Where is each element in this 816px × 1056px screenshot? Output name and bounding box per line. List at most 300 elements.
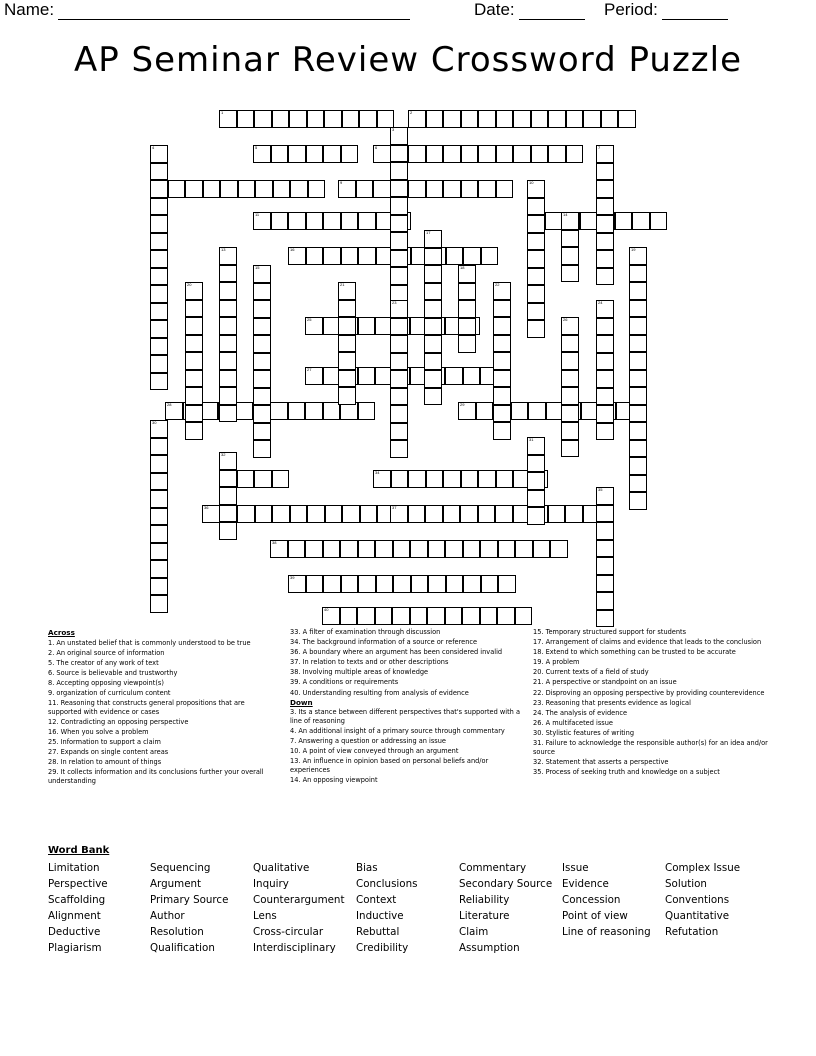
grid-cell[interactable] [428, 540, 446, 558]
grid-cell[interactable] [410, 607, 428, 625]
grid-cell[interactable] [390, 318, 408, 336]
grid-cell[interactable] [185, 405, 203, 423]
grid-cell[interactable] [629, 265, 647, 283]
grid-cell[interactable] [150, 285, 168, 303]
grid-cell[interactable] [497, 607, 515, 625]
grid-cell[interactable] [527, 198, 545, 216]
grid-cell[interactable] [428, 575, 446, 593]
grid-cell[interactable] [237, 505, 255, 523]
grid-cell[interactable] [493, 405, 511, 423]
grid-cell[interactable] [596, 592, 614, 610]
grid-cell[interactable] [480, 607, 498, 625]
grid-cell[interactable] [629, 492, 647, 510]
grid-cell[interactable] [601, 110, 619, 128]
grid-cell[interactable] [390, 162, 408, 180]
grid-cell[interactable] [478, 180, 496, 198]
grid-cell[interactable] [254, 110, 272, 128]
grid-cell[interactable] [629, 300, 647, 318]
grid-cell[interactable] [629, 387, 647, 405]
grid-cell[interactable] [168, 180, 186, 198]
grid-cell[interactable] [443, 180, 461, 198]
grid-cell[interactable] [290, 180, 308, 198]
grid-cell[interactable] [306, 575, 324, 593]
grid-cell[interactable] [392, 607, 410, 625]
grid-cell[interactable] [596, 180, 614, 198]
grid-cell[interactable] [341, 212, 359, 230]
grid-cell[interactable] [481, 247, 499, 265]
grid-cell[interactable] [308, 180, 326, 198]
grid-cell[interactable] [424, 300, 442, 318]
grid-cell[interactable] [150, 303, 168, 321]
grid-cell[interactable] [496, 180, 514, 198]
grid-cell[interactable] [219, 352, 237, 370]
grid-cell[interactable] [373, 145, 391, 163]
grid-cell[interactable] [185, 352, 203, 370]
grid-cell[interactable] [424, 265, 442, 283]
grid-cell[interactable] [561, 317, 579, 335]
grid-cell[interactable] [426, 145, 444, 163]
grid-cell[interactable] [461, 180, 479, 198]
grid-cell[interactable] [596, 215, 614, 233]
grid-cell[interactable] [185, 422, 203, 440]
grid-cell[interactable] [150, 595, 168, 613]
grid-cell[interactable] [478, 110, 496, 128]
grid-cell[interactable] [390, 250, 408, 268]
grid-cell[interactable] [629, 475, 647, 493]
grid-cell[interactable] [359, 110, 377, 128]
grid-cell[interactable] [424, 370, 442, 388]
grid-cell[interactable] [550, 540, 568, 558]
grid-cell[interactable] [596, 268, 614, 286]
grid-cell[interactable] [324, 110, 342, 128]
grid-cell[interactable] [323, 145, 341, 163]
grid-cell[interactable] [150, 420, 168, 438]
grid-cell[interactable] [360, 505, 378, 523]
grid-cell[interactable] [219, 110, 237, 128]
grid-cell[interactable] [185, 317, 203, 335]
grid-cell[interactable] [408, 110, 426, 128]
grid-cell[interactable] [150, 490, 168, 508]
grid-cell[interactable] [219, 522, 237, 540]
grid-cell[interactable] [596, 388, 614, 406]
grid-cell[interactable] [390, 423, 408, 441]
grid-cell[interactable] [445, 540, 463, 558]
grid-cell[interactable] [272, 110, 290, 128]
grid-cell[interactable] [527, 472, 545, 490]
grid-cell[interactable] [219, 487, 237, 505]
grid-cell[interactable] [185, 180, 203, 198]
grid-cell[interactable] [253, 300, 271, 318]
grid-cell[interactable] [527, 285, 545, 303]
grid-cell[interactable] [150, 145, 168, 163]
grid-cell[interactable] [323, 540, 341, 558]
grid-cell[interactable] [288, 575, 306, 593]
grid-cell[interactable] [596, 540, 614, 558]
grid-cell[interactable] [253, 335, 271, 353]
grid-cell[interactable] [527, 507, 545, 525]
grid-cell[interactable] [338, 352, 356, 370]
grid-cell[interactable] [629, 352, 647, 370]
grid-cell[interactable] [480, 540, 498, 558]
grid-cell[interactable] [493, 282, 511, 300]
grid-cell[interactable] [445, 607, 463, 625]
grid-cell[interactable] [561, 387, 579, 405]
grid-cell[interactable] [408, 505, 426, 523]
grid-cell[interactable] [424, 283, 442, 301]
grid-cell[interactable] [390, 267, 408, 285]
grid-cell[interactable] [358, 247, 376, 265]
grid-cell[interactable] [527, 320, 545, 338]
grid-cell[interactable] [341, 247, 359, 265]
grid-cell[interactable] [596, 198, 614, 216]
grid-cell[interactable] [358, 367, 376, 385]
grid-cell[interactable] [527, 437, 545, 455]
grid-cell[interactable] [150, 233, 168, 251]
grid-cell[interactable] [596, 557, 614, 575]
grid-cell[interactable] [629, 317, 647, 335]
grid-cell[interactable] [458, 300, 476, 318]
grid-cell[interactable] [527, 215, 545, 233]
grid-cell[interactable] [527, 233, 545, 251]
grid-cell[interactable] [150, 250, 168, 268]
grid-cell[interactable] [463, 575, 481, 593]
grid-cell[interactable] [596, 610, 614, 628]
grid-cell[interactable] [289, 110, 307, 128]
grid-cell[interactable] [408, 180, 426, 198]
grid-cell[interactable] [305, 367, 323, 385]
grid-cell[interactable] [498, 575, 516, 593]
grid-cell[interactable] [527, 250, 545, 268]
grid-cell[interactable] [290, 505, 308, 523]
grid-cell[interactable] [390, 370, 408, 388]
grid-cell[interactable] [580, 212, 598, 230]
grid-cell[interactable] [511, 402, 529, 420]
grid-cell[interactable] [561, 212, 579, 230]
grid-cell[interactable] [458, 283, 476, 301]
grid-cell[interactable] [288, 540, 306, 558]
grid-cell[interactable] [460, 505, 478, 523]
grid-cell[interactable] [527, 455, 545, 473]
grid-cell[interactable] [306, 247, 324, 265]
grid-cell[interactable] [219, 247, 237, 265]
grid-cell[interactable] [561, 440, 579, 458]
grid-cell[interactable] [561, 405, 579, 423]
grid-cell[interactable] [513, 145, 531, 163]
grid-cell[interactable] [650, 212, 668, 230]
grid-cell[interactable] [426, 180, 444, 198]
grid-cell[interactable] [150, 338, 168, 356]
grid-cell[interactable] [478, 145, 496, 163]
grid-cell[interactable] [596, 145, 614, 163]
grid-cell[interactable] [340, 402, 358, 420]
grid-cell[interactable] [150, 560, 168, 578]
grid-cell[interactable] [515, 540, 533, 558]
grid-cell[interactable] [561, 265, 579, 283]
grid-cell[interactable] [323, 575, 341, 593]
grid-cell[interactable] [493, 370, 511, 388]
grid-cell[interactable] [219, 265, 237, 283]
grid-cell[interactable] [185, 387, 203, 405]
grid-cell[interactable] [185, 300, 203, 318]
grid-cell[interactable] [527, 180, 545, 198]
grid-cell[interactable] [390, 145, 408, 163]
grid-cell[interactable] [185, 282, 203, 300]
grid-cell[interactable] [202, 505, 220, 523]
grid-cell[interactable] [150, 215, 168, 233]
grid-cell[interactable] [410, 540, 428, 558]
grid-cell[interactable] [253, 405, 271, 423]
grid-cell[interactable] [253, 265, 271, 283]
grid-cell[interactable] [515, 607, 533, 625]
grid-cell[interactable] [596, 353, 614, 371]
grid-cell[interactable] [496, 145, 514, 163]
grid-cell[interactable] [165, 402, 183, 420]
grid-cell[interactable] [219, 405, 237, 423]
grid-cell[interactable] [255, 505, 273, 523]
grid-cell[interactable] [566, 145, 584, 163]
grid-cell[interactable] [338, 180, 356, 198]
grid-cell[interactable] [390, 232, 408, 250]
grid-cell[interactable] [376, 575, 394, 593]
grid-cell[interactable] [219, 282, 237, 300]
grid-cell[interactable] [531, 110, 549, 128]
grid-cell[interactable] [596, 250, 614, 268]
grid-cell[interactable] [461, 145, 479, 163]
grid-cell[interactable] [254, 470, 272, 488]
grid-cell[interactable] [338, 317, 356, 335]
grid-cell[interactable] [463, 540, 481, 558]
grid-cell[interactable] [461, 110, 479, 128]
grid-cell[interactable] [219, 452, 237, 470]
grid-cell[interactable] [150, 473, 168, 491]
grid-cell[interactable] [496, 470, 514, 488]
grid-cell[interactable] [615, 212, 633, 230]
grid-cell[interactable] [390, 505, 408, 523]
grid-cell[interactable] [498, 540, 516, 558]
grid-cell[interactable] [462, 607, 480, 625]
grid-cell[interactable] [150, 268, 168, 286]
grid-cell[interactable] [219, 317, 237, 335]
grid-cell[interactable] [618, 110, 636, 128]
grid-cell[interactable] [305, 540, 323, 558]
grid-cell[interactable] [443, 145, 461, 163]
grid-cell[interactable] [566, 110, 584, 128]
grid-cell[interactable] [270, 402, 288, 420]
grid-cell[interactable] [323, 212, 341, 230]
grid-cell[interactable] [425, 505, 443, 523]
grid-cell[interactable] [390, 197, 408, 215]
grid-cell[interactable] [481, 575, 499, 593]
grid-cell[interactable] [424, 318, 442, 336]
grid-cell[interactable] [561, 335, 579, 353]
grid-cell[interactable] [358, 575, 376, 593]
grid-cell[interactable] [596, 335, 614, 353]
grid-cell[interactable] [306, 212, 324, 230]
grid-cell[interactable] [325, 505, 343, 523]
grid-cell[interactable] [629, 370, 647, 388]
grid-cell[interactable] [322, 607, 340, 625]
grid-cell[interactable] [596, 505, 614, 523]
grid-cell[interactable] [341, 145, 359, 163]
grid-cell[interactable] [150, 525, 168, 543]
grid-cell[interactable] [235, 402, 253, 420]
grid-cell[interactable] [463, 367, 481, 385]
grid-cell[interactable] [446, 247, 464, 265]
grid-cell[interactable] [527, 303, 545, 321]
grid-cell[interactable] [493, 335, 511, 353]
grid-cell[interactable] [150, 578, 168, 596]
grid-cell[interactable] [341, 575, 359, 593]
grid-cell[interactable] [478, 505, 496, 523]
grid-cell[interactable] [272, 505, 290, 523]
grid-cell[interactable] [393, 575, 411, 593]
grid-cell[interactable] [373, 470, 391, 488]
grid-cell[interactable] [305, 317, 323, 335]
grid-cell[interactable] [561, 352, 579, 370]
grid-cell[interactable] [424, 388, 442, 406]
grid-cell[interactable] [271, 145, 289, 163]
grid-cell[interactable] [561, 370, 579, 388]
grid-cell[interactable] [596, 233, 614, 251]
grid-cell[interactable] [288, 212, 306, 230]
grid-cell[interactable] [596, 405, 614, 423]
grid-cell[interactable] [561, 230, 579, 248]
grid-cell[interactable] [323, 247, 341, 265]
grid-cell[interactable] [150, 438, 168, 456]
grid-cell[interactable] [495, 505, 513, 523]
grid-cell[interactable] [629, 440, 647, 458]
grid-cell[interactable] [424, 230, 442, 248]
grid-cell[interactable] [150, 355, 168, 373]
grid-cell[interactable] [150, 320, 168, 338]
grid-cell[interactable] [220, 180, 238, 198]
grid-cell[interactable] [358, 317, 376, 335]
grid-cell[interactable] [375, 540, 393, 558]
grid-cell[interactable] [596, 318, 614, 336]
grid-cell[interactable] [390, 335, 408, 353]
grid-cell[interactable] [596, 423, 614, 441]
grid-cell[interactable] [219, 387, 237, 405]
grid-cell[interactable] [390, 127, 408, 145]
grid-cell[interactable] [629, 457, 647, 475]
grid-cell[interactable] [338, 282, 356, 300]
grid-cell[interactable] [342, 110, 360, 128]
grid-cell[interactable] [463, 247, 481, 265]
grid-cell[interactable] [307, 505, 325, 523]
grid-cell[interactable] [528, 402, 546, 420]
grid-cell[interactable] [219, 335, 237, 353]
grid-cell[interactable] [596, 370, 614, 388]
grid-cell[interactable] [458, 265, 476, 283]
grid-cell[interactable] [565, 505, 583, 523]
grid-cell[interactable] [527, 268, 545, 286]
grid-cell[interactable] [271, 212, 289, 230]
grid-cell[interactable] [288, 247, 306, 265]
grid-cell[interactable] [288, 402, 306, 420]
grid-cell[interactable] [150, 180, 168, 198]
grid-cell[interactable] [253, 423, 271, 441]
grid-cell[interactable] [548, 145, 566, 163]
grid-cell[interactable] [596, 575, 614, 593]
grid-cell[interactable] [375, 607, 393, 625]
grid-cell[interactable] [561, 422, 579, 440]
grid-cell[interactable] [596, 163, 614, 181]
grid-cell[interactable] [390, 300, 408, 318]
grid-cell[interactable] [323, 402, 341, 420]
grid-cell[interactable] [358, 402, 376, 420]
grid-cell[interactable] [253, 318, 271, 336]
grid-cell[interactable] [583, 110, 601, 128]
grid-cell[interactable] [390, 180, 408, 198]
grid-cell[interactable] [373, 180, 391, 198]
grid-cell[interactable] [458, 318, 476, 336]
grid-cell[interactable] [493, 387, 511, 405]
grid-cell[interactable] [443, 505, 461, 523]
grid-cell[interactable] [219, 470, 237, 488]
grid-cell[interactable] [150, 198, 168, 216]
grid-cell[interactable] [272, 470, 290, 488]
grid-cell[interactable] [338, 300, 356, 318]
grid-cell[interactable] [548, 505, 566, 523]
grid-cell[interactable] [200, 402, 218, 420]
grid-cell[interactable] [493, 300, 511, 318]
grid-cell[interactable] [288, 145, 306, 163]
grid-cell[interactable] [476, 402, 494, 420]
grid-cell[interactable] [596, 487, 614, 505]
grid-cell[interactable] [493, 422, 511, 440]
grid-cell[interactable] [391, 470, 409, 488]
grid-cell[interactable] [390, 405, 408, 423]
grid-cell[interactable] [185, 335, 203, 353]
grid-cell[interactable] [203, 180, 221, 198]
grid-cell[interactable] [150, 455, 168, 473]
grid-cell[interactable] [408, 145, 426, 163]
grid-cell[interactable] [478, 470, 496, 488]
grid-cell[interactable] [305, 402, 323, 420]
grid-cell[interactable] [443, 470, 461, 488]
grid-cell[interactable] [253, 145, 271, 163]
grid-cell[interactable] [629, 422, 647, 440]
grid-cell[interactable] [338, 370, 356, 388]
grid-cell[interactable] [461, 470, 479, 488]
grid-cell[interactable] [561, 247, 579, 265]
grid-cell[interactable] [493, 352, 511, 370]
grid-cell[interactable] [270, 540, 288, 558]
grid-cell[interactable] [185, 370, 203, 388]
grid-cell[interactable] [408, 470, 426, 488]
grid-cell[interactable] [219, 370, 237, 388]
grid-cell[interactable] [493, 317, 511, 335]
grid-cell[interactable] [393, 540, 411, 558]
grid-cell[interactable] [513, 110, 531, 128]
grid-cell[interactable] [150, 508, 168, 526]
grid-cell[interactable] [356, 180, 374, 198]
grid-cell[interactable] [253, 440, 271, 458]
grid-cell[interactable] [629, 405, 647, 423]
grid-cell[interactable] [531, 145, 549, 163]
grid-cell[interactable] [424, 248, 442, 266]
grid-cell[interactable] [255, 180, 273, 198]
grid-cell[interactable] [338, 387, 356, 405]
grid-cell[interactable] [342, 505, 360, 523]
grid-cell[interactable] [390, 353, 408, 371]
grid-cell[interactable] [629, 335, 647, 353]
grid-cell[interactable] [390, 440, 408, 458]
grid-cell[interactable] [629, 282, 647, 300]
grid-cell[interactable] [545, 212, 563, 230]
grid-cell[interactable] [629, 247, 647, 265]
grid-cell[interactable] [632, 212, 650, 230]
